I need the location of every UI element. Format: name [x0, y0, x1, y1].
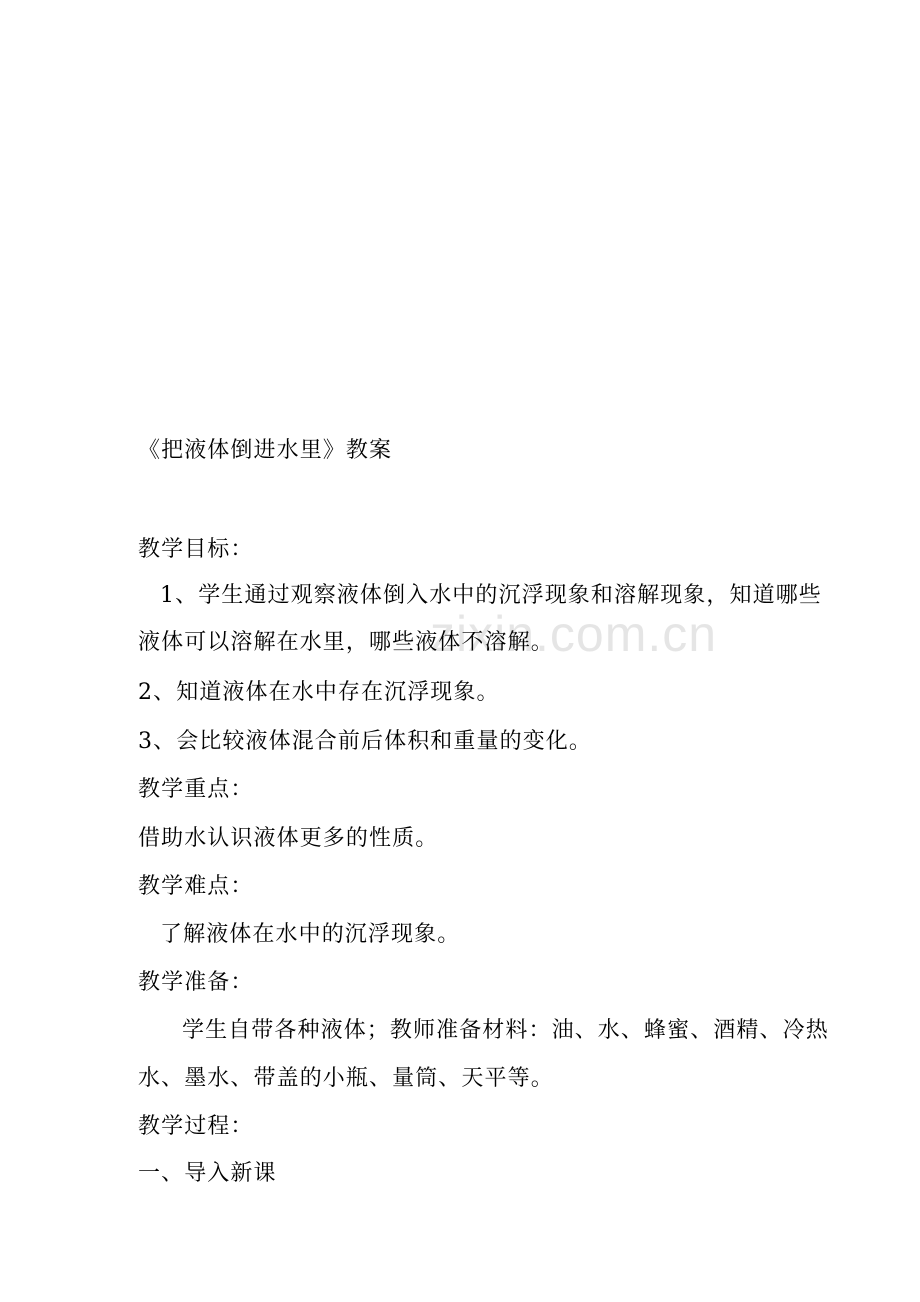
- objectives-heading: 教学目标：: [138, 537, 254, 562]
- document-title: 《把液体倒进水里》教案: [138, 438, 393, 463]
- objective-3: 3、会比较液体混合前后体积和重量的变化。: [138, 729, 592, 754]
- objective-1-line-2: 液体可以溶解在水里，哪些液体不溶解。: [138, 630, 554, 655]
- key-points-heading: 教学重点：: [138, 777, 254, 802]
- section-1-heading: 一、导入新课: [138, 1161, 277, 1186]
- preparation-line-2: 水、墨水、带盖的小瓶、量筒、天平等。: [138, 1066, 554, 1091]
- difficulties-text: 了解液体在水中的沉浮现象。: [160, 922, 461, 947]
- objective-1-line-1: 1、学生通过观察液体倒入水中的沉浮现象和溶解现象，知道哪些: [160, 583, 822, 608]
- watermark: zixin.com.cn: [430, 606, 718, 662]
- objective-2: 2、知道液体在水中存在沉浮现象。: [138, 680, 500, 705]
- preparation-heading: 教学准备：: [138, 970, 254, 995]
- process-heading: 教学过程：: [138, 1114, 254, 1139]
- difficulties-heading: 教学难点：: [138, 874, 254, 899]
- key-points-text: 借助水认识液体更多的性质。: [138, 826, 439, 851]
- preparation-line-1: 学生自带各种液体；教师准备材料：油、水、蜂蜜、酒精、冷热: [182, 1018, 829, 1043]
